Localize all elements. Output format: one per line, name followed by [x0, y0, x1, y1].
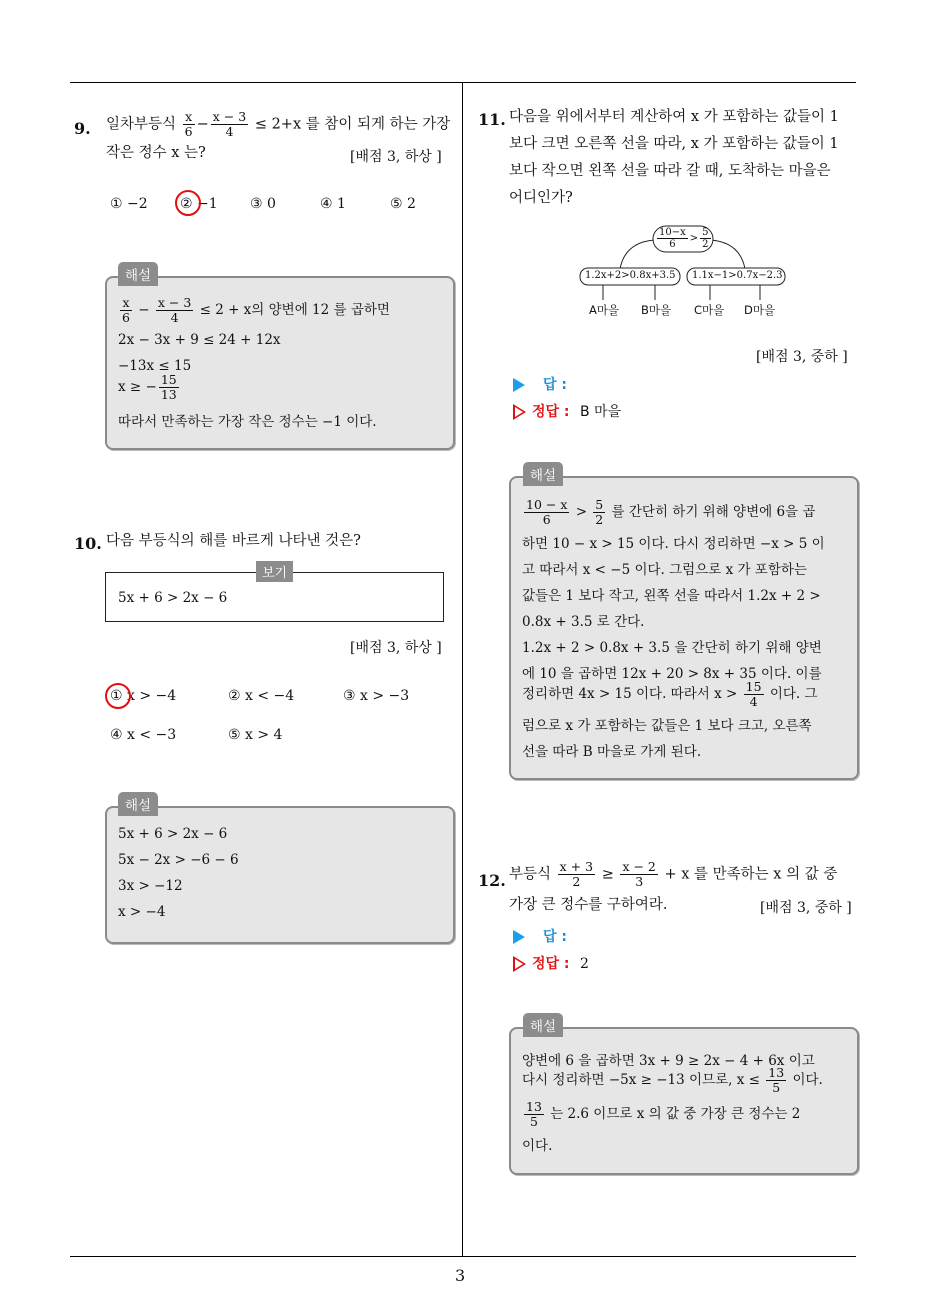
q11-answer-label: 답 : [543, 377, 567, 393]
q9-inequality-rest: ≤ 2+x [254, 116, 302, 133]
page-number: 3 [455, 1266, 466, 1285]
q11-solution-line9: 럼으로 x 가 포함하는 값들은 1 보다 크고, 오른쪽 [522, 718, 812, 734]
q12-fraction-1: $\frac{x + 3}{2}$ [559, 859, 594, 889]
q10-example-tag: 보기 [256, 561, 293, 582]
q9-solution-line3: −13x ≤ 15 [118, 358, 192, 374]
q11-top-frac-right: $\frac{5}{2}$ [702, 227, 709, 250]
q11-sol-gt: > [575, 504, 587, 520]
q10-answer-circle [105, 683, 131, 709]
q11-stem-line4: 어디인가? [509, 190, 573, 206]
q10-stem: 다음 부등식의 해를 바르게 나타낸 것은? [106, 533, 361, 549]
q12-score: [배점 3, 중하 ] [760, 900, 852, 916]
q10-solution-line1: 5x + 6 > 2x − 6 [118, 826, 228, 842]
q12-solution-line1: 양변에 6 을 곱하면 3x + 9 ≥ 2x − 4 + 6x 이고 [522, 1053, 815, 1069]
q10-solution-tag: 해설 [118, 792, 158, 816]
q11-score: [배점 3, 중하 ] [756, 349, 848, 365]
q11-solution-line5: 0.8x + 3.5 로 간다. [522, 614, 645, 630]
q11-number: 11. [478, 110, 506, 129]
q10-score: [배점 3, 하상 ] [350, 640, 442, 656]
q10-choice-4[interactable]: ④ x < −3 [110, 727, 177, 743]
q11-solution-line7: 에 10 을 곱하면 12x + 20 > 8x + 35 이다. 이를 [522, 666, 822, 682]
q12-stem-text-b: + x 를 만족하는 x 의 값 중 [664, 866, 838, 883]
q11-stem-line2: 보다 크면 오른쪽 선을 따라, x 가 포함하는 값들이 1 [509, 136, 839, 152]
q9-stem-text-b: 를 참이 되게 하는 가장 [305, 116, 451, 133]
q11-solution-line10: 선을 따라 B 마을로 가게 된다. [522, 744, 702, 760]
q12-sol-fraction-1: $\frac{13}{5}$ [768, 1065, 785, 1095]
q10-solution-line4: x > −4 [118, 904, 166, 920]
q11-village-d: D마을 [744, 303, 776, 317]
q11-solution-line1 [522, 498, 815, 527]
q9-choice-3[interactable]: ③ 0 [250, 196, 276, 212]
q12-solution-line3 [522, 1100, 800, 1129]
q10-solution-line3: 3x > −12 [118, 878, 183, 894]
q12-number: 12. [478, 871, 506, 890]
q12-sol-line2-post: 이다. [792, 1072, 823, 1088]
q10-solution-line2: 5x − 2x > −6 − 6 [118, 852, 239, 868]
q10-example-expr: 5x + 6 > 2x − 6 [118, 590, 228, 606]
q9-sol-fraction-2: $\frac{x - 3}{4}$ [157, 295, 192, 325]
q12-sol-line3-rest: 는 2.6 이므로 x 의 값 중 가장 큰 정수는 2 [550, 1106, 801, 1122]
q12-sol-fraction-2: $\frac{13}{5}$ [526, 1099, 542, 1129]
q11-village-c: C마을 [694, 303, 725, 317]
q12-key-row [513, 953, 589, 973]
q10-choice-1[interactable]: ① x > −4 [110, 688, 177, 704]
q9-solution-line5: 따라서 만족하는 가장 작은 정수는 −1 이다. [118, 414, 377, 430]
q11-village-a: A마을 [589, 303, 620, 317]
q12-answer-label: 답 : [543, 929, 567, 945]
q11-key-label: 정답 : [532, 404, 570, 420]
q9-choice-4[interactable]: ④ 1 [320, 196, 346, 212]
q9-choice-2[interactable]: ② −1 [180, 196, 218, 212]
q12-answer-row [513, 926, 567, 946]
q11-answer-row [513, 374, 567, 394]
q12-solution-line4: 이다. [522, 1138, 553, 1154]
q11-solution-line3: 고 따라서 x < −5 이다. 그럼으로 x 가 포함하는 [522, 562, 807, 578]
q12-stem-line2: 가장 큰 정수를 구하여라. [509, 897, 668, 913]
q11-sol-fraction-3: $\frac{15}{4}$ [745, 679, 762, 709]
q11-solution-line6: 1.2x + 2 > 0.8x + 3.5 을 간단히 하기 위해 양변 [522, 640, 822, 656]
q11-sol-fraction-2: $\frac{5}{2}$ [595, 497, 604, 527]
q9-stem-line2: 작은 정수 x 는? [106, 145, 206, 161]
q11-answer-arrow-icon [513, 378, 525, 392]
q11-right-node-label: 1.1x−1>0.7x−2.3 [692, 270, 783, 281]
q9-fraction-1: $\frac{x}{6}$ [184, 109, 193, 139]
q11-village-b: B마을 [641, 303, 672, 317]
q9-score: [배점 3, 하상 ] [350, 149, 442, 165]
q12-fraction-2: $\frac{x - 2}{3}$ [622, 859, 656, 889]
q10-choice-3[interactable]: ③ x > −3 [343, 688, 410, 704]
q11-solution-line2: 하면 10 − x > 15 이다. 다시 정리하면 −x > 5 이 [522, 536, 825, 552]
q11-top-frac-left: $\frac{10-x}{6}$ [659, 227, 686, 250]
q9-answer-circle [175, 190, 201, 216]
q11-left-branch-line [620, 240, 655, 269]
q11-solution-line4: 값들은 1 보다 작고, 왼쪽 선을 따라서 1.2x + 2 > [522, 588, 821, 604]
q9-fraction-2: $\frac{x - 3}{4}$ [212, 109, 247, 139]
q11-stem-line1: 다음을 위에서부터 계산하여 x 가 포함하는 값들이 1 [509, 109, 839, 125]
q9-choice-5[interactable]: ⑤ 2 [390, 196, 416, 212]
q10-choice-5[interactable]: ⑤ x > 4 [228, 727, 283, 743]
q9-number: 9. [74, 119, 91, 138]
q9-sol-line4-pre: x ≥ − [118, 379, 157, 395]
q11-solution-tag: 해설 [523, 462, 563, 486]
q9-stem-text-a: 일차부등식 [106, 116, 177, 133]
q9-solution-tag: 해설 [118, 262, 158, 286]
q12-key-value: 2 [579, 956, 589, 972]
q12-key-label: 정답 : [532, 956, 570, 972]
q12-ge: ≥ [601, 866, 614, 883]
q11-sol-line8-pre: 정리하면 4x > 15 이다. 따라서 x > [522, 686, 738, 702]
q12-sol-line2-pre: 다시 정리하면 −5x ≥ −13 이므로, x ≤ [522, 1072, 760, 1088]
q11-sol-line1-rest: 를 간단히 하기 위해 양변에 6을 곱 [611, 504, 816, 520]
q11-stem-line3: 보다 작으면 왼쪽 선을 따라 갈 때, 도착하는 마을은 [509, 163, 831, 179]
q10-choice-2[interactable]: ② x < −4 [228, 688, 295, 704]
q12-stem-line1 [509, 860, 837, 889]
q9-solution-line2: 2x − 3x + 9 ≤ 24 + 12x [118, 332, 281, 348]
top-rule [70, 82, 856, 83]
q9-solution-line4 [118, 373, 181, 402]
q12-solution-tag: 해설 [523, 1013, 563, 1037]
q11-key-value: B 마을 [579, 404, 622, 420]
q9-solution-line1 [118, 296, 390, 325]
q11-key-arrow-icon [513, 404, 526, 420]
q11-sol-line8-post: 이다. 그 [769, 686, 818, 702]
q9-choice-1[interactable]: ① −2 [110, 196, 148, 212]
q11-key-row [513, 401, 621, 421]
q9-sol-fraction-1: $\frac{x}{6}$ [122, 295, 130, 325]
q9-minus: − [196, 116, 209, 133]
q9-sol-fraction-3: $\frac{15}{13}$ [160, 372, 177, 402]
q11-top-node-label: $\frac{10-x}{6}$ > $\frac{5}{2}$ [659, 227, 709, 250]
q9-sol-minus: − [138, 302, 150, 318]
q12-key-arrow-icon [513, 956, 526, 972]
q11-right-branch-line [710, 240, 745, 269]
q12-answer-arrow-icon [513, 930, 525, 944]
q10-number: 10. [74, 534, 102, 553]
bottom-rule [70, 1256, 856, 1257]
q9-sol-line1-rest: ≤ 2 + x의 양변에 12 를 곱하면 [199, 302, 390, 318]
q12-solution-line2 [522, 1066, 823, 1095]
q11-sol-fraction-1: $\frac{10 - x}{6}$ [526, 497, 568, 527]
q11-solution-line8 [522, 680, 818, 709]
q11-left-node-label: 1.2x+2>0.8x+3.5 [585, 270, 676, 281]
column-divider [462, 82, 463, 1257]
q12-stem-text-a: 부등식 [509, 866, 552, 883]
q9-stem-line1 [106, 110, 450, 139]
